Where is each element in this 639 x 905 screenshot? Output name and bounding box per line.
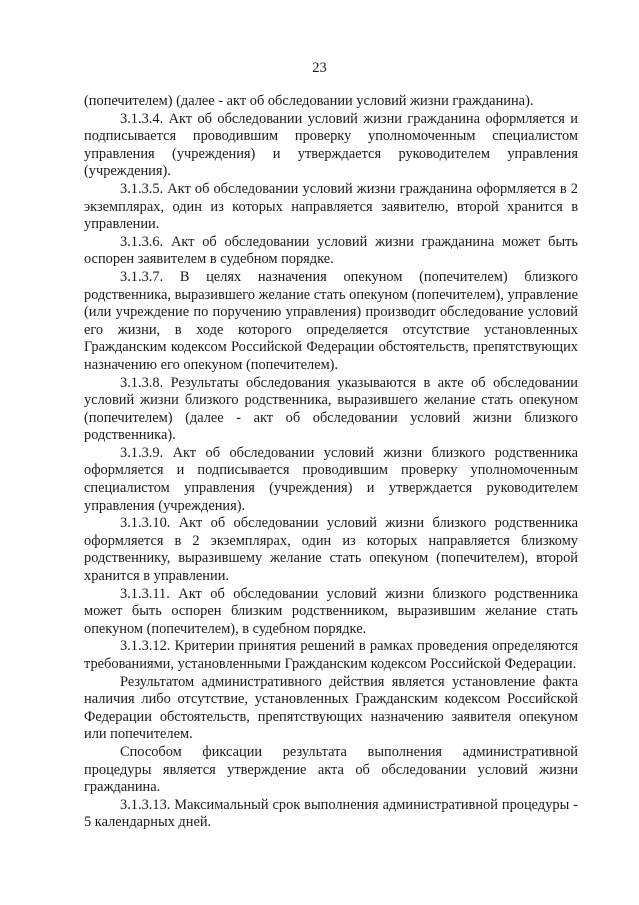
- paragraph: 3.1.3.7. В целях назначения опекуном (попечителем) близкого родственника, выразившего желание стать опекуном (попечителем), управление (или учреждение по поручению управления) производит обследование условий его жизни, в ходе которого определяется отсутствие установленных Гражданским кодексом Российской Федерации обстоятельств, препятствующих назначению его опекуном (попечителем).: [84, 268, 578, 373]
- paragraph: 3.1.3.11. Акт об обследовании условий жизни близкого родственника может быть оспорен близким родственником, выразившим желание стать опекуном (попечителем), в судебном порядке.: [84, 585, 578, 637]
- paragraph: 3.1.3.5. Акт об обследовании условий жизни гражданина оформляется в 2 экземплярах, один из которых направляется заявителю, второй хранится в управлении.: [84, 180, 578, 233]
- document-body: [84, 93, 578, 832]
- paragraph: 3.1.3.9. Акт об обследовании условий жизни близкого родственника оформляется и подписывается проводившим проверку уполномоченным специалистом управления (учреждения) и утверждается руководителем управления (учреждения).: [84, 444, 578, 514]
- paragraph: 3.1.3.13. Максимальный срок выполнения административной процедуры - 5 календарных дней.: [84, 796, 578, 831]
- paragraph: 3.1.3.10. Акт об обследовании условий жизни близкого родственника оформляется в 2 экземплярах, один из которых направляется близкому родственнику, выразившему желание стать опекуном (попечителем), второй хранится в управлении.: [84, 515, 578, 585]
- paragraph: Способом фиксации результата выполнения административной процедуры является утверждение акта об обследовании условий жизни гражданина.: [84, 743, 578, 796]
- paragraph: 3.1.3.12. Критерии принятия решений в рамках проведения определяются требованиями, установленными Гражданским кодексом Российской Федерации.: [84, 638, 578, 672]
- paragraph: 3.1.3.6. Акт об обследовании условий жизни гражданина может быть оспорен заявителем в судебном порядке.: [84, 233, 578, 268]
- paragraph: 3.1.3.8. Результаты обследования указываются в акте об обследовании условий жизни близкого родственника, выразившего желание стать опекуном (попечителем) (далее - акт об обследовании условий жизни близкого родственника).: [84, 374, 578, 444]
- paragraph: 3.1.3.4. Акт об обследовании условий жизни гражданина оформляется и подписывается проводившим проверку уполномоченным специалистом управления (учреждения) и утверждается руководителем управления (учреждения).: [84, 110, 578, 180]
- page-number: 23: [312, 60, 327, 76]
- paragraph: (попечителем) (далее - акт об обследовании условий жизни гражданина).: [84, 93, 534, 109]
- paragraph: Результатом административного действия является установление факта наличия либо отсутствие, установленных Гражданским кодексом Российской Федерации обстоятельств, препятствующих назначению заявителя опекуном или попечителем.: [84, 673, 578, 743]
